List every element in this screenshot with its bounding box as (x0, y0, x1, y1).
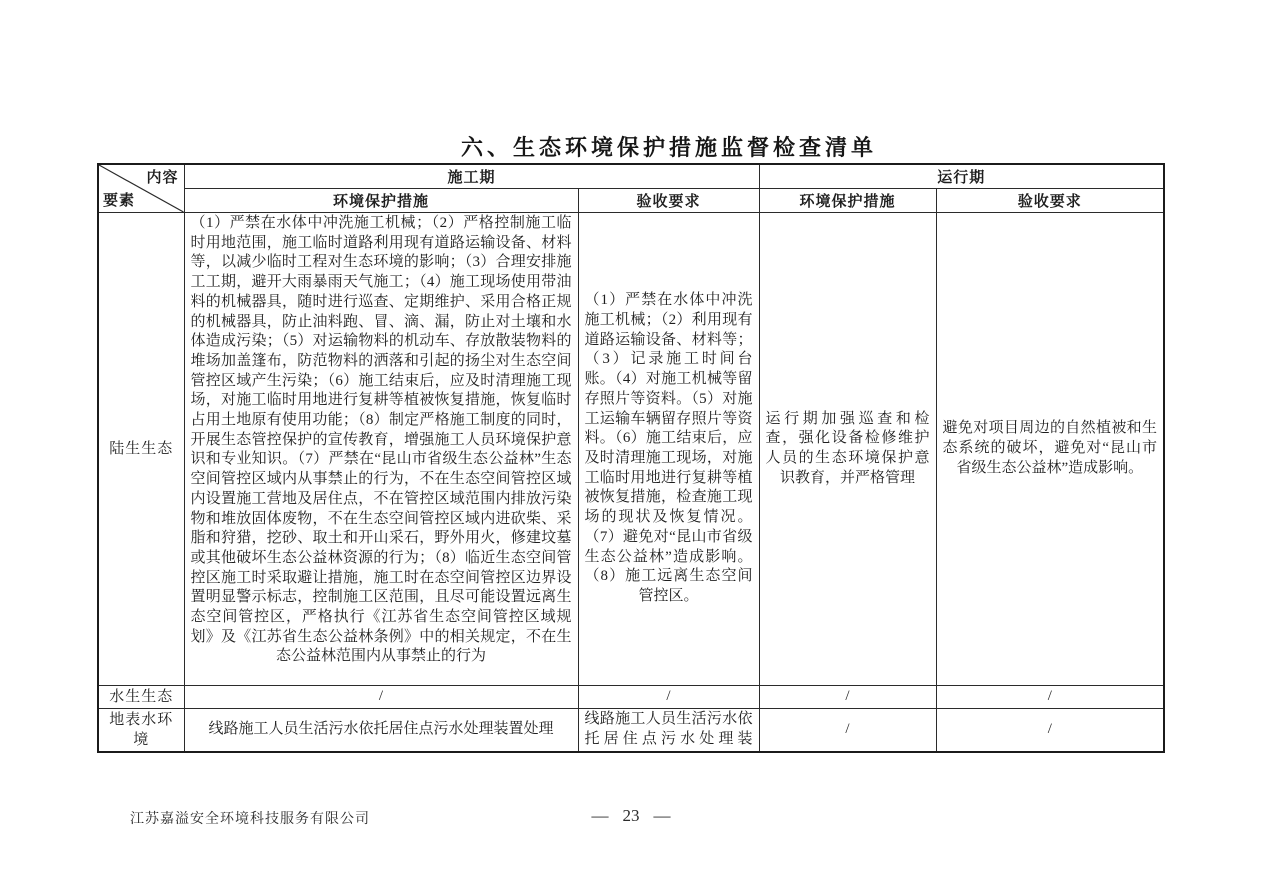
row-label: 地表水环境 (98, 709, 184, 753)
footer-company-name: 江苏嘉溢安全环境科技服务有限公司 (130, 812, 370, 827)
page-number-dash-left: — (591, 806, 609, 825)
cell-construction-measures: / (184, 686, 578, 709)
row-label: 陆生生态 (98, 213, 184, 686)
table-row-aquatic-ecology (98, 686, 1164, 709)
cell-operation-measures: 运行期加强巡查和检查，强化设备检修维护人员的生态环境保护意识教育，并严格管理 (759, 213, 936, 686)
subheader-construction-acceptance: 验收要求 (578, 189, 759, 213)
page-number-dash-right: — (653, 806, 671, 825)
checklist-table (97, 163, 1165, 753)
header-row-subcolumns (98, 189, 1164, 213)
corner-header-cell (98, 164, 184, 213)
cell-operation-measures: / (759, 686, 936, 709)
page-number (97, 806, 1165, 826)
cell-construction-acceptance: / (578, 686, 759, 709)
header-construction-period: 施工期 (184, 164, 759, 189)
cell-operation-acceptance: / (936, 709, 1164, 753)
header-operation-period: 运行期 (759, 164, 1164, 189)
page-title: 六、生态环境保护措施监督检查清单 (460, 135, 877, 160)
subheader-construction-measures: 环境保护措施 (184, 189, 578, 213)
corner-label-content: 内容 (146, 170, 179, 186)
corner-label-element: 要素 (103, 193, 136, 209)
page-number-value: 23 (622, 806, 640, 825)
cell-operation-measures: / (759, 709, 936, 753)
header-row-periods (98, 164, 1164, 189)
table-row-surface-water (98, 709, 1164, 753)
cell-operation-acceptance: / (936, 686, 1164, 709)
cell-operation-acceptance: 避免对项目周边的自然植被和生态系统的破坏，避免对“昆山市省级生态公益林”造成影响。 (936, 213, 1164, 686)
subheader-operation-acceptance: 验收要求 (936, 189, 1164, 213)
diagonal-divider (99, 165, 184, 212)
cell-construction-measures: （1）严禁在水体中冲洗施工机械；（2）严格控制施工临时用地范围，施工临时道路利用现有道路运输设备、材料等，以减少临时工程对生态环境的影响；（3）合理安排施工工期，避开大雨暴雨天气施工；（4）施工现场使用带油料的机械器具，随时进行巡查、定期维护、采用合格正规的机械器具，防止油料跑、冒、滴、漏，防止对土壤和水体造成污染；（5）对运输物料的机动车、存放散装物料的堆场加盖篷布，防范物料的洒落和引起的扬尘对生态空间管控区域产生污染；（6）施工结束后，应及时清理施工现场，对施工临时用地进行复耕等植被恢复措施，恢复临时占用土地原有使用功能；（8）制定严格施工制度的同时，开展生态管控保护的宣传教育，增强施工人员环境保护意识和专业知识。（7）严禁在“昆山市省级生态公益林”生态空间管控区域内从事禁止的行为，不在生态空间管控区域内设置施工营地及居住点，不在管控区域范围内排放污染物和堆放固体废物，不在生态空间管控区域内进砍柴、采脂和狩猎，挖砂、取土和开山采石，野外用火，修建坟墓或其他破坏生态公益林资源的行为；（8）临近生态空间管控区施工时采取避让措施，施工时在态空间管控区边界设置明显警示标志，控制施工区范围，且尽可能设置远离生态空间管控区，严格执行《江苏省生态空间管控区域规划》及《江苏省生态公益林条例》中的相关规定，不在生态公益林范围内从事禁止的行为 (184, 213, 578, 686)
row-label: 水生生态 (98, 686, 184, 709)
table-row-terrestrial-ecology (98, 213, 1164, 686)
cell-construction-measures: 线路施工人员生活污水依托居住点污水处理装置处理 (184, 709, 578, 753)
cell-construction-acceptance: 线路施工人员生活污水依托居住点污水处理装 (578, 709, 759, 753)
subheader-operation-measures: 环境保护措施 (759, 189, 936, 213)
cell-construction-acceptance: （1）严禁在水体中冲洗施工机械；（2）利用现有道路运输设备、材料等；（3）记录施工时间台账。（4）对施工机械等留存照片等资料。（5）对施工运输车辆留存照片等资料。（6）施工结束后，应及时清理施工现场，对施工临时用地进行复耕等植被恢复措施，检查施工现场的现状及恢复情况。（7）避免对“昆山市省级生态公益林”造成影响。（8）施工远离生态空间管控区。 (578, 213, 759, 686)
